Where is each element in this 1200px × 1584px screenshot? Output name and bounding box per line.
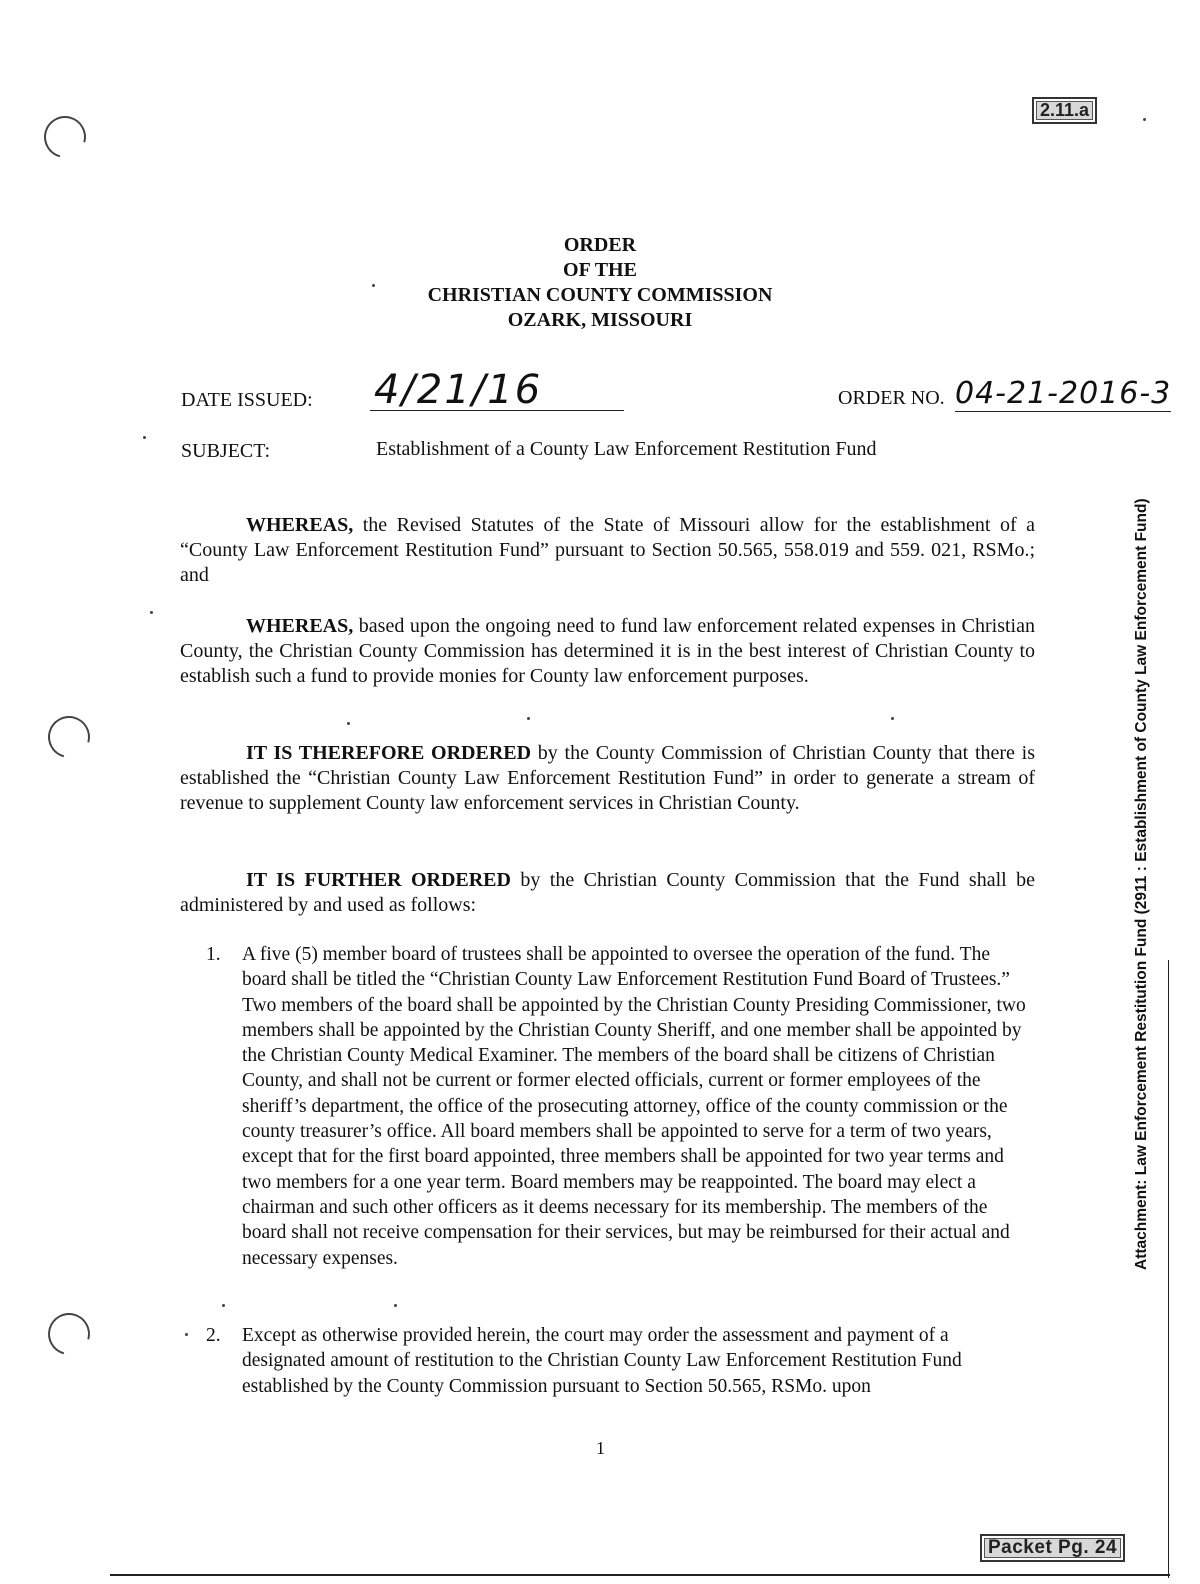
- list-item: [206, 1323, 1036, 1399]
- whereas-paragraph-1: WHEREAS, the Revised Statutes of the State of Missouri allow for the establishment of a “County Law Enforcement Restitution Fund” pursuant to Section 50.565, 558.019 and 559. 021, RSMo.; and: [180, 514, 1035, 586]
- whereas-paragraph-2: WHEREAS, based upon the ongoing need to fund law enforcement related expenses in Christian County, the Christian County Commission has determined it is in the best interest of Christian County to establish such a fund to provide monies for County law enforcement purposes.: [180, 615, 1035, 687]
- order-no-handwritten: 04-21-2016-3: [955, 376, 1172, 411]
- punch-hole-bottom: [40, 1305, 97, 1362]
- attachment-side-label: Attachment: Law Enforcement Restitution Fund (2911 : Establishment of County Law Enforcement Fund): [1133, 498, 1150, 1270]
- date-issued-label: DATE ISSUED:: [181, 389, 313, 411]
- page-number: 1: [596, 1438, 605, 1458]
- scan-speck: [394, 1304, 397, 1307]
- therefore-ordered-paragraph: IT IS THEREFORE ORDERED by the County Commission of Christian County that there is established the “Christian County Law Enforcement Restitution Fund” in order to generate a stream of revenue to supplement County law enforcement services in Christian County.: [180, 742, 1035, 814]
- margin-rule-right: [1168, 960, 1169, 1578]
- list-item-number: 2.: [206, 1325, 221, 1346]
- scan-speck: [372, 284, 375, 287]
- list-item-number: 1.: [206, 944, 221, 965]
- order-no-label: ORDER NO.: [838, 387, 945, 409]
- further-ordered-paragraph: IT IS FURTHER ORDERED by the Christian County Commission that the Fund shall be administered by and used as follows:: [180, 869, 1035, 916]
- list-item: [206, 942, 1036, 1271]
- punch-hole-top: [36, 108, 93, 165]
- scan-speck: [891, 717, 894, 720]
- scan-speck: [150, 611, 153, 614]
- header-line-3: CHRISTIAN COUNTY COMMISSION: [427, 284, 773, 306]
- scan-speck: [185, 1333, 188, 1336]
- subject-value: Establishment of a County Law Enforcement Restitution Fund: [376, 438, 877, 460]
- punch-hole-middle: [40, 708, 97, 765]
- scan-speck: [347, 722, 350, 725]
- scan-speck: [527, 717, 530, 720]
- header-line-4: OZARK, MISSOURI: [507, 309, 693, 331]
- scan-speck: [1143, 118, 1146, 121]
- margin-rule-bottom: [110, 1574, 1170, 1576]
- agenda-item-stamp: 2.11.a: [1032, 97, 1097, 124]
- date-issued-handwritten: 4/21/16: [370, 370, 624, 411]
- list-item-text: Except as otherwise provided herein, the court may order the assessment and payment of a designated amount of restitution to the Christian County Law Enforcement Restitution Fund established by the County Commission pursuant to Section 50.565, RSMo. upon: [242, 1325, 962, 1397]
- list-item-text: A five (5) member board of trustees shall be appointed to oversee the operation of the fund. The board shall be titled the “Christian County Law Enforcement Restitution Fund Board of Trustees.” Two members of the board shall be appointed by the Christian County Presiding Commissioner, two members shall be appointed by the Christian County Sheriff, and one member shall be appointed by the Christian County Medical Examiner. The members of the board shall be citizens of Christian County, and shall not be current or former elected officials, current or former employees of the sheriff’s department, the office of the prosecuting attorney, office of the county commission or the county treasurer’s office. All board members shall be appointed to serve for a term of two years, except that for the first board appointed, three members shall be appointed for two year terms and two members for a one year term. Board members may be reappointed. The board may elect a chairman and such other officers as it deems necessary for its membership. The members of the board shall not receive compensation for their services, but may be reimbursed for their actual and necessary expenses.: [242, 944, 1026, 1269]
- subject-label: SUBJECT:: [181, 440, 271, 462]
- order-header: [0, 233, 1200, 333]
- packet-page-stamp: Packet Pg. 24: [980, 1534, 1125, 1562]
- header-line-1: ORDER: [563, 234, 637, 256]
- scan-speck: [143, 436, 146, 439]
- scan-speck: [222, 1304, 225, 1307]
- header-line-2: OF THE: [563, 259, 637, 281]
